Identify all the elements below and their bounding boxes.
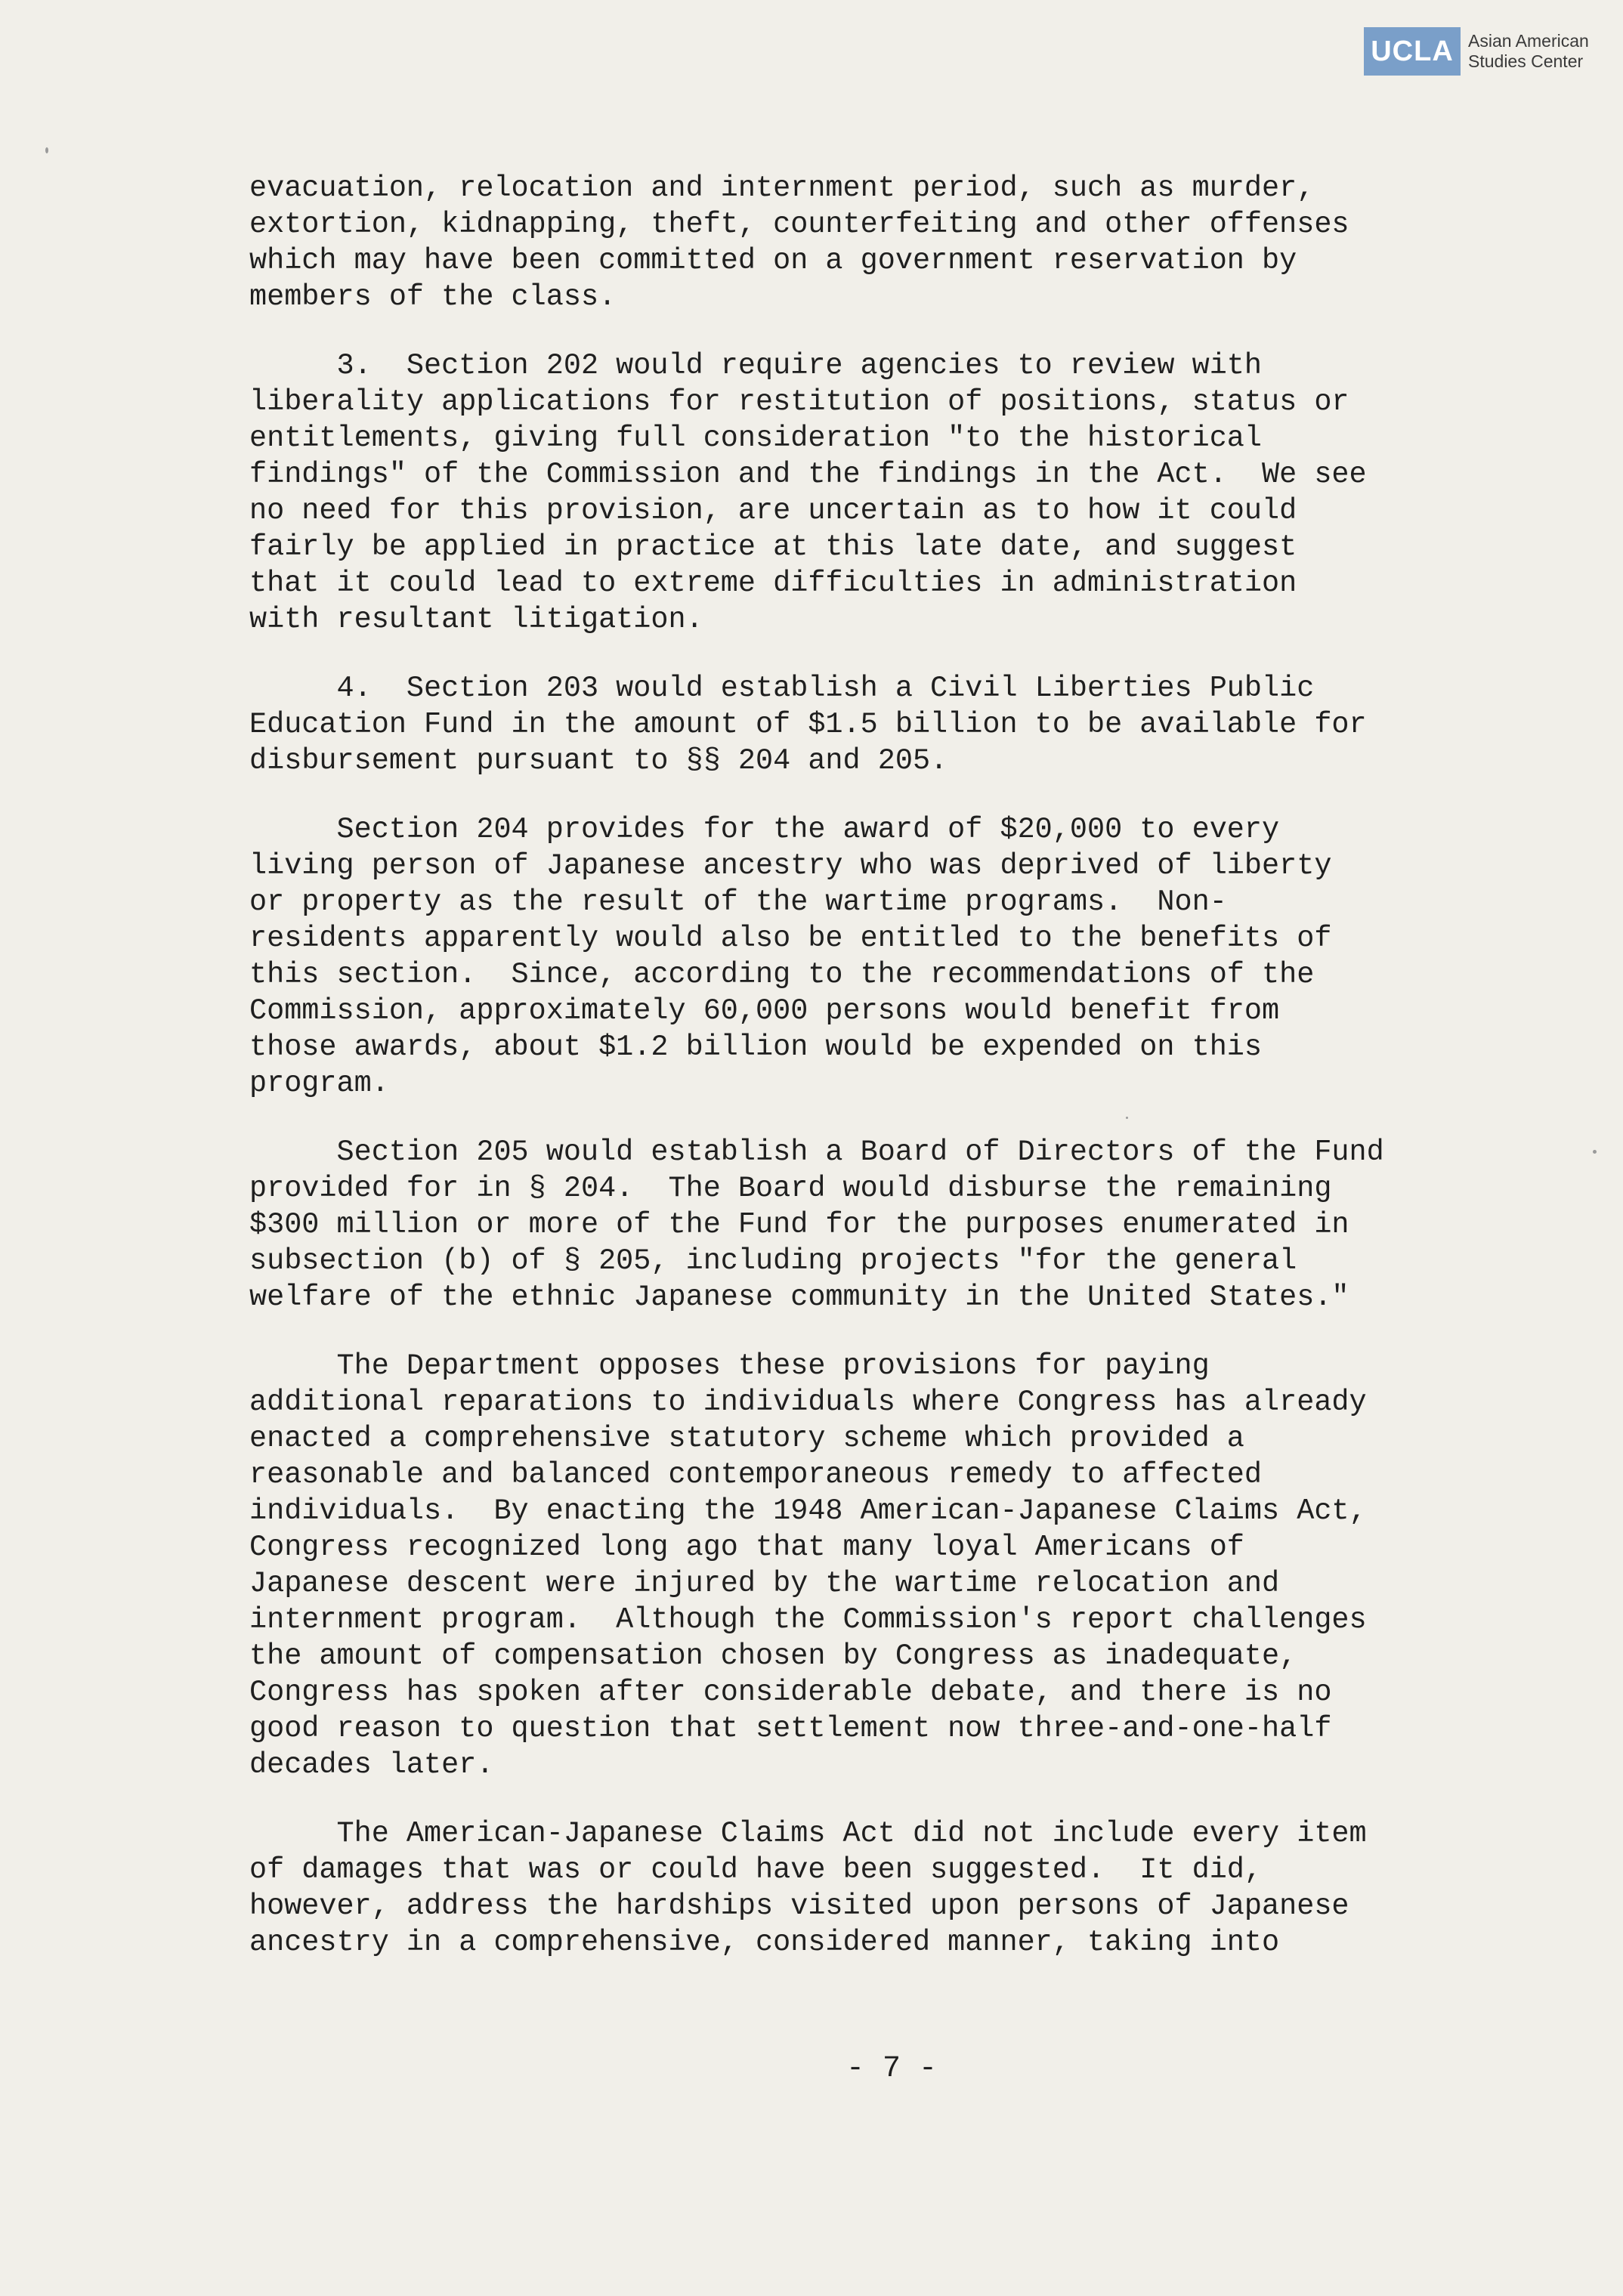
org-name: [1468, 31, 1589, 72]
text-line: evacuation, relocation and internment period, such as murder,: [249, 172, 1315, 205]
text-line: residents apparently would also be entitled to the benefits of: [249, 922, 1332, 955]
text-line: The American-Japanese Claims Act did not include every item: [249, 1817, 1367, 1850]
paragraph-department-opposes: [249, 1348, 1534, 1783]
text-line: program.: [249, 1067, 389, 1100]
text-line: that it could lead to extreme difficulties in administration: [249, 567, 1297, 600]
org-name-line-2: Studies Center: [1468, 51, 1584, 71]
paper-speck: [45, 147, 48, 153]
text-line: The Department opposes these provisions for paying: [249, 1349, 1210, 1383]
text-line: Section 204 provides for the award of $20,000 to every: [249, 813, 1280, 846]
text-line: findings" of the Commission and the findings in the Act. We see: [249, 458, 1367, 491]
ucla-aasc-logo: [1364, 27, 1589, 76]
text-line: Commission, approximately 60,000 persons would benefit from: [249, 994, 1280, 1027]
text-line: members of the class.: [249, 280, 617, 314]
paragraph-section-204: [249, 811, 1534, 1102]
text-line: decades later.: [249, 1748, 494, 1781]
text-line: enacted a comprehensive statutory scheme which provided a: [249, 1422, 1244, 1455]
text-line: or property as the result of the wartime programs. Non-: [249, 885, 1227, 919]
paragraph-section-205: [249, 1134, 1534, 1315]
text-line: Congress recognized long ago that many loyal Americans of: [249, 1531, 1244, 1564]
paper-speck: [1126, 1117, 1128, 1119]
text-line: $300 million or more of the Fund for the purposes enumerated in: [249, 1208, 1349, 1241]
text-line: 3. Section 202 would require agencies to review with: [249, 349, 1263, 382]
text-line: however, address the hardships visited upon persons of Japanese: [249, 1890, 1349, 1923]
text-line: the amount of compensation chosen by Congress as inadequate,: [249, 1639, 1297, 1673]
text-line: Congress has spoken after considerable debate, and there is no: [249, 1676, 1332, 1709]
text-line: Japanese descent were injured by the wartime relocation and: [249, 1567, 1280, 1600]
page-number: - 7 -: [846, 2052, 938, 2086]
text-line: disbursement pursuant to §§ 204 and 205.: [249, 744, 948, 777]
text-line: good reason to question that settlement now three-and-one-half: [249, 1712, 1332, 1745]
paper-speck: [1593, 1150, 1597, 1154]
text-line: individuals. By enacting the 1948 American-Japanese Claims Act,: [249, 1494, 1367, 1528]
text-line: reasonable and balanced contemporaneous remedy to affected: [249, 1458, 1263, 1491]
text-line: ancestry in a comprehensive, considered manner, taking into: [249, 1926, 1280, 1959]
text-line: fairly be applied in practice at this late date, and suggest: [249, 530, 1297, 564]
text-line: no need for this provision, are uncertain as to how it could: [249, 494, 1297, 527]
text-line: of damages that was or could have been suggested. It did,: [249, 1853, 1263, 1887]
paragraph-claims-act: [249, 1815, 1534, 1961]
text-line: which may have been committed on a government reservation by: [249, 244, 1297, 277]
text-line: Education Fund in the amount of $1.5 billion to be available for: [249, 708, 1367, 741]
text-line: welfare of the ethnic Japanese community in the United States.": [249, 1281, 1349, 1314]
text-line: with resultant litigation.: [249, 603, 703, 636]
paragraph-section-203: [249, 670, 1534, 779]
text-line: 4. Section 203 would establish a Civil Liberties Public: [249, 672, 1315, 705]
text-line: subsection (b) of § 205, including projects "for the general: [249, 1244, 1297, 1278]
document-body: [249, 170, 1534, 1993]
org-name-line-1: Asian American: [1468, 31, 1589, 51]
text-line: provided for in § 204. The Board would disburse the remaining: [249, 1172, 1332, 1205]
text-line: internment program. Although the Commission's report challenges: [249, 1603, 1367, 1636]
text-line: entitlements, giving full consideration "to the historical: [249, 422, 1263, 455]
paragraph-section-202: [249, 348, 1534, 638]
ucla-logo-block: UCLA: [1364, 27, 1461, 76]
text-line: additional reparations to individuals where Congress has already: [249, 1386, 1367, 1419]
paragraph-continued: [249, 170, 1534, 315]
text-line: this section. Since, according to the recommendations of the: [249, 958, 1315, 991]
text-line: liberality applications for restitution of positions, status or: [249, 385, 1349, 419]
text-line: extortion, kidnapping, theft, counterfeiting and other offenses: [249, 208, 1349, 241]
text-line: Section 205 would establish a Board of Directors of the Fund: [249, 1136, 1384, 1169]
text-line: those awards, about $1.2 billion would be expended on this: [249, 1031, 1263, 1064]
text-line: living person of Japanese ancestry who was deprived of liberty: [249, 849, 1332, 882]
